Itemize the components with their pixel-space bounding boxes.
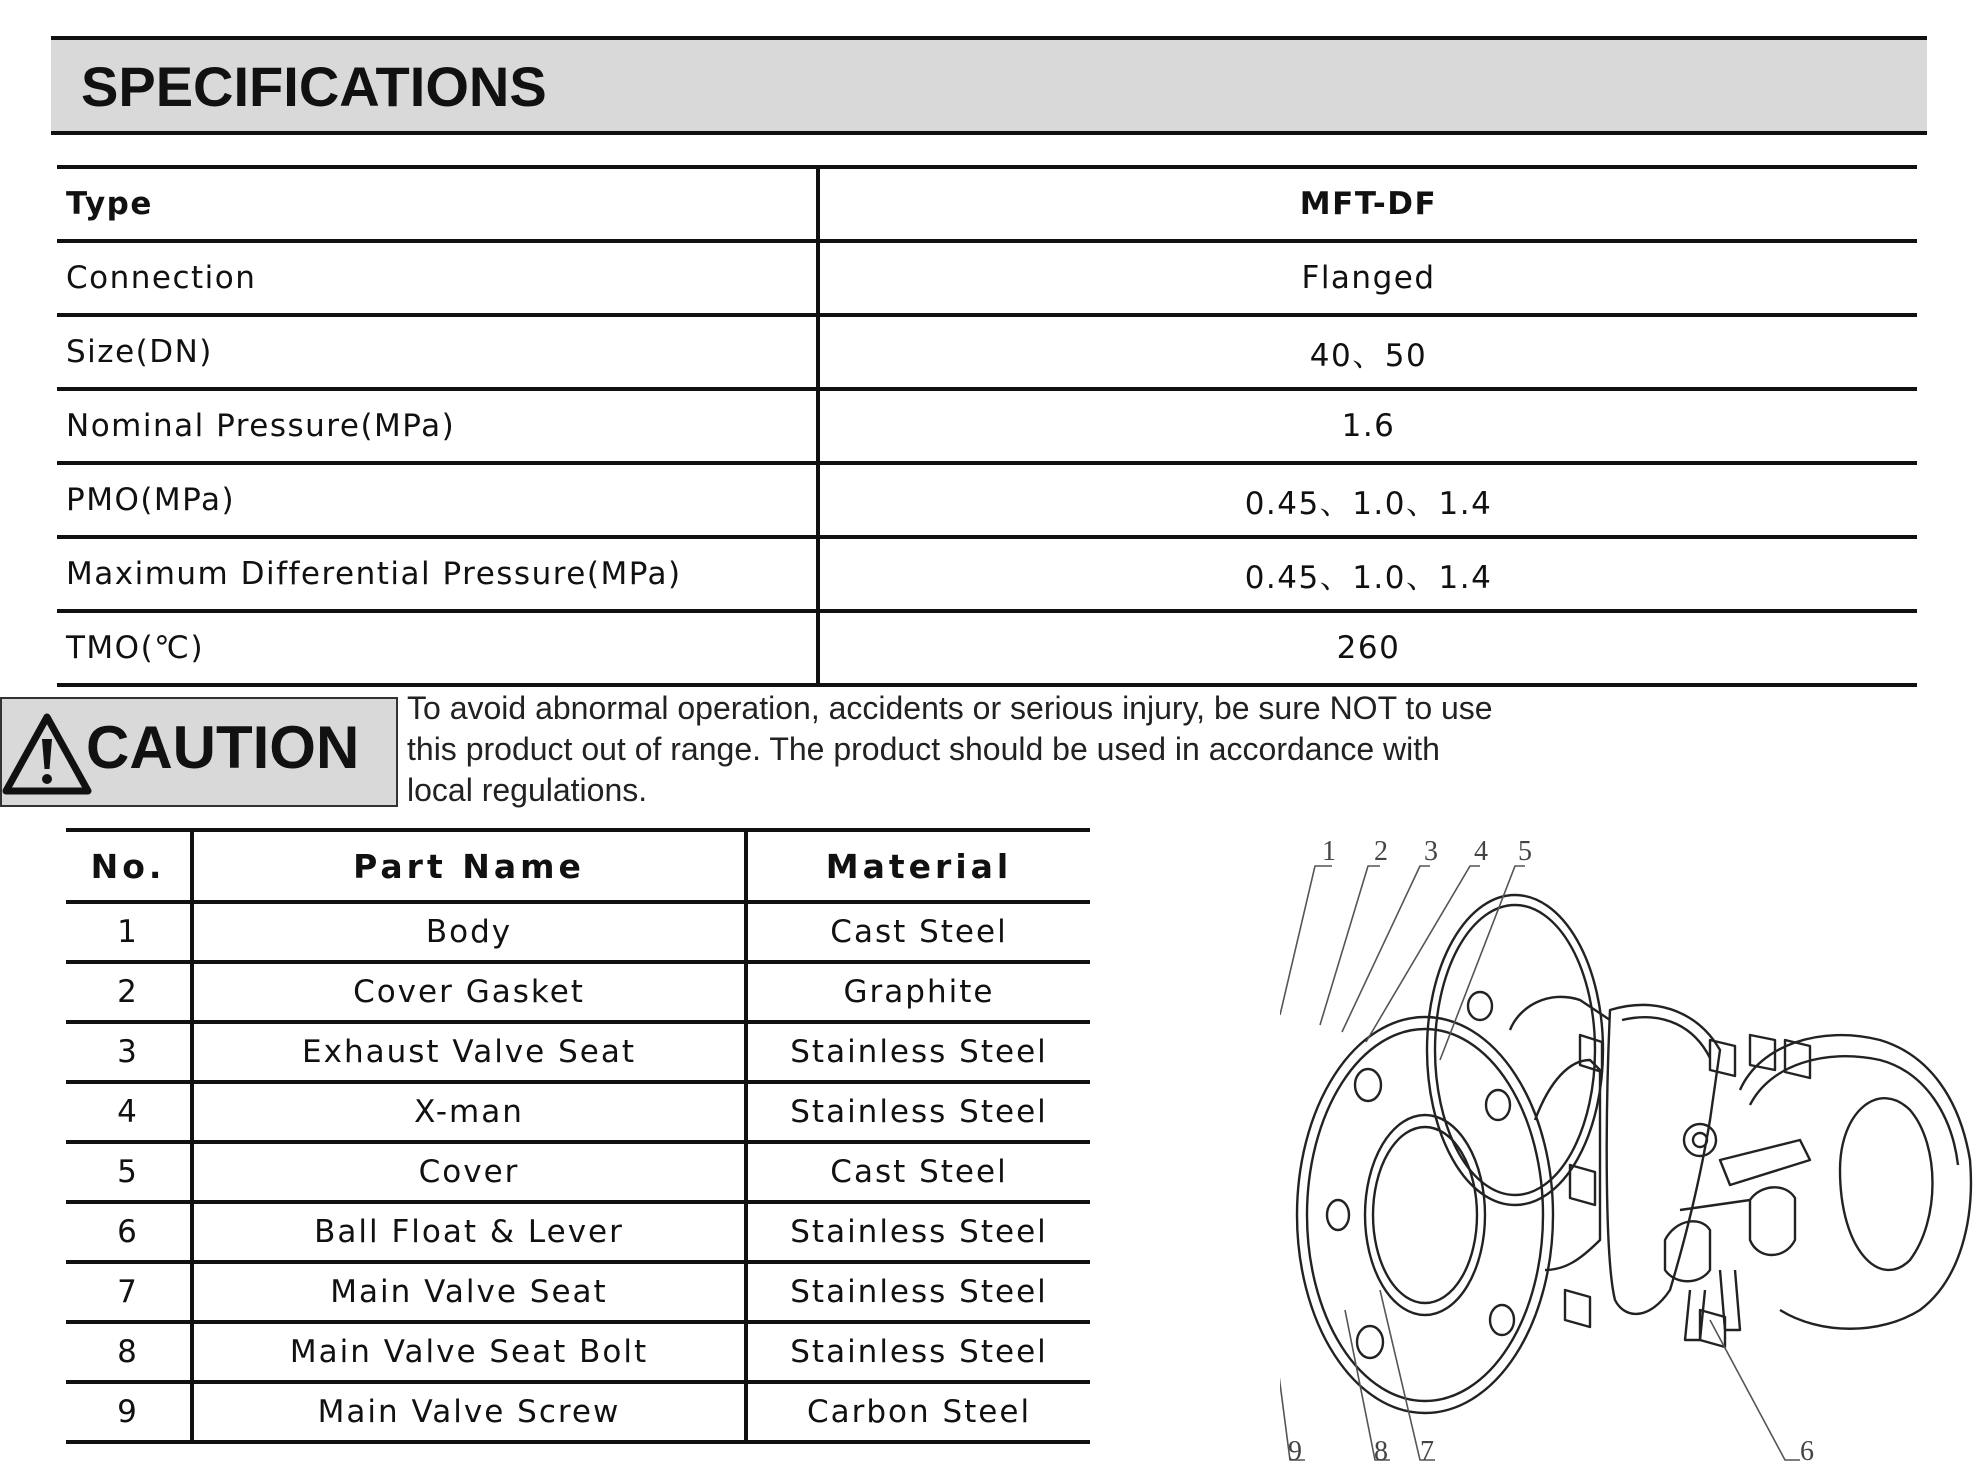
caution-line: local regulations. [407,772,648,808]
table-row [66,1262,1090,1322]
spec-value: 0.45、1.0、1.4 [818,537,1917,611]
table-row [66,902,1090,962]
spec-row-max-differential-pressure [57,537,1917,611]
spec-row-type [57,167,1917,241]
part-name: Main Valve Seat [192,1262,746,1322]
part-no: 4 [66,1082,192,1142]
spec-value: 0.45、1.0、1.4 [818,463,1917,537]
part-no: 9 [66,1382,192,1442]
center-flange-plate [1565,1005,1810,1347]
spec-row-nominal-pressure [57,389,1917,463]
part-material: Stainless Steel [746,1262,1090,1322]
caution-message [407,688,1567,811]
part-no: 5 [66,1142,192,1202]
steam-trap-drawing [1280,820,1980,1470]
table-row [66,1202,1090,1262]
part-material: Stainless Steel [746,1322,1090,1382]
spec-row-connection [57,241,1917,315]
part-name: X-man [192,1082,746,1142]
callout-3: 3 [1424,836,1438,867]
spec-label: TMO(℃) [57,611,818,685]
body-neck [1535,1060,1600,1270]
table-row [66,1142,1090,1202]
part-name: Cover Gasket [192,962,746,1022]
callout-9: 9 [1288,1436,1302,1467]
callout-8: 8 [1374,1436,1388,1467]
spec-label: Type [57,167,818,241]
part-name: Ball Float & Lever [192,1202,746,1262]
callout-2: 2 [1374,836,1388,867]
spec-value: 260 [818,611,1917,685]
spec-value: Flanged [818,241,1917,315]
caution-line: To avoid abnormal operation, accidents or serious injury, be sure NOT to use [407,690,1493,726]
spec-value: 1.6 [818,389,1917,463]
table-row [66,1382,1090,1442]
header-material: Material [746,830,1090,902]
table-row [66,1022,1090,1082]
part-name: Exhaust Valve Seat [192,1022,746,1082]
callout-4: 4 [1474,836,1488,867]
spec-label: Nominal Pressure(MPa) [57,389,818,463]
cover-housing [1740,1035,1971,1329]
header-part-name: Part Name [192,830,746,902]
part-name: Main Valve Screw [192,1382,746,1442]
part-no: 3 [66,1022,192,1082]
part-material: Cast Steel [746,1142,1090,1202]
spec-label: PMO(MPa) [57,463,818,537]
table-row [66,962,1090,1022]
caution-line: this product out of range. The product should be used in accordance with [407,731,1440,767]
parts-table [66,828,1090,1444]
part-material: Graphite [746,962,1090,1022]
part-no: 7 [66,1262,192,1322]
caution-label: CAUTION [86,714,360,781]
spec-label: Maximum Differential Pressure(MPa) [57,537,818,611]
part-material: Cast Steel [746,902,1090,962]
part-no: 2 [66,962,192,1022]
callout-7: 7 [1420,1436,1434,1467]
spec-row-tmo [57,611,1917,685]
spec-value: MFT-DF [818,167,1917,241]
spec-row-pmo [57,463,1917,537]
part-no: 6 [66,1202,192,1262]
spec-label: Size(DN) [57,315,818,389]
part-material: Stainless Steel [746,1202,1090,1262]
part-material: Stainless Steel [746,1022,1090,1082]
table-row [66,1082,1090,1142]
warning-triangle-icon [2,713,92,795]
spec-value: 40、50 [818,315,1917,389]
part-name: Cover [192,1142,746,1202]
header-no: No. [66,830,192,902]
part-no: 8 [66,1322,192,1382]
part-material: Carbon Steel [746,1382,1090,1442]
spec-row-size [57,315,1917,389]
callout-1: 1 [1322,836,1336,867]
part-no: 1 [66,902,192,962]
front-flange [1297,1017,1553,1413]
table-row [66,1322,1090,1382]
part-name: Body [192,902,746,962]
part-name: Main Valve Seat Bolt [192,1322,746,1382]
page-title: SPECIFICATIONS [81,55,547,118]
back-flange [1427,895,1603,1205]
caution-badge [0,697,398,807]
callout-5: 5 [1518,836,1532,867]
parts-header-row [66,830,1090,902]
specifications-header [51,36,1927,135]
spec-label: Connection [57,241,818,315]
specifications-table [57,165,1917,687]
callout-6: 6 [1800,1436,1814,1467]
part-material: Stainless Steel [746,1082,1090,1142]
